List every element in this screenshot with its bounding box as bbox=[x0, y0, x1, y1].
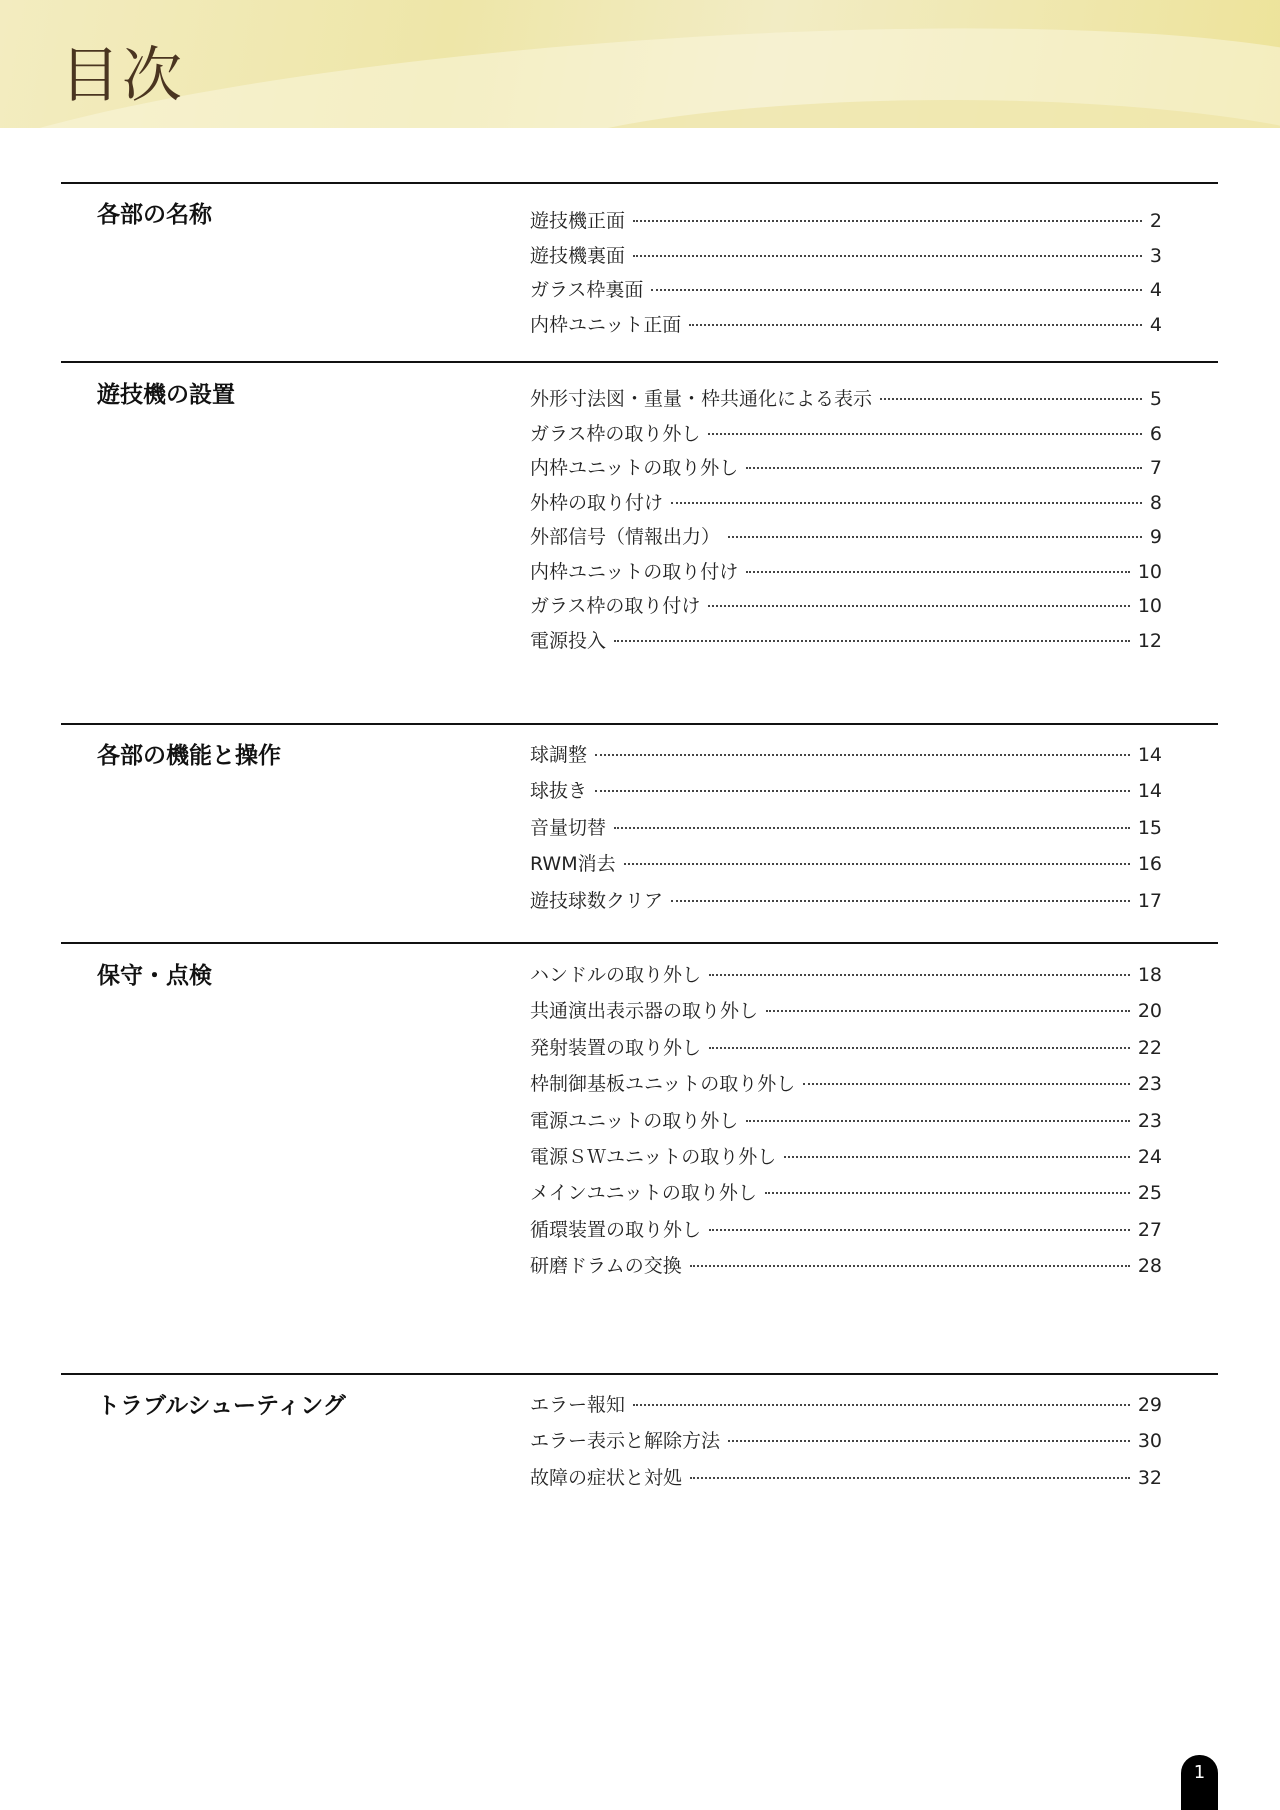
dot-leader bbox=[880, 398, 1142, 400]
toc-entry[interactable] bbox=[530, 849, 1162, 885]
toc-entry[interactable] bbox=[530, 1033, 1162, 1069]
toc-entry-page: 30 bbox=[1137, 1430, 1162, 1453]
toc-entry-label: 内枠ユニット正面 bbox=[530, 313, 682, 336]
dot-leader bbox=[766, 1010, 1130, 1012]
toc-entry-page: 22 bbox=[1137, 1036, 1162, 1059]
toc-entry[interactable] bbox=[530, 626, 1162, 661]
header-banner bbox=[0, 0, 1280, 128]
toc-entry-label: 電源ＳＷユニットの取り外し bbox=[530, 1145, 777, 1168]
dot-leader bbox=[709, 1047, 1130, 1049]
toc-entry[interactable] bbox=[530, 310, 1162, 345]
toc-entry[interactable] bbox=[530, 886, 1162, 922]
dot-leader bbox=[651, 289, 1141, 291]
toc-entry-page: 14 bbox=[1137, 780, 1162, 803]
dot-leader bbox=[709, 1229, 1130, 1231]
toc-entry[interactable] bbox=[530, 813, 1162, 849]
toc-entry-page: 8 bbox=[1149, 491, 1162, 514]
toc-entry-label: 故障の症状と対処 bbox=[530, 1466, 683, 1489]
toc-entry-label: 研磨ドラムの交換 bbox=[530, 1255, 682, 1278]
toc-entry[interactable] bbox=[530, 1463, 1162, 1499]
toc-entry[interactable] bbox=[530, 1251, 1162, 1287]
toc-entry-page: 2 bbox=[1149, 210, 1162, 232]
toc-entry-page: 27 bbox=[1137, 1218, 1162, 1241]
section-title: 各部の名称 bbox=[97, 202, 212, 228]
toc-entry-page: 17 bbox=[1137, 889, 1162, 912]
dot-leader bbox=[746, 467, 1142, 469]
toc-entry-page: 7 bbox=[1149, 457, 1162, 479]
dot-leader bbox=[633, 220, 1142, 222]
toc-entry-label: 発射装置の取り外し bbox=[530, 1036, 702, 1059]
dot-leader bbox=[746, 571, 1130, 573]
dot-leader bbox=[690, 1477, 1130, 1479]
toc-entry[interactable] bbox=[530, 740, 1162, 776]
dot-leader bbox=[595, 790, 1130, 792]
toc-entry-label: エラー表示と解除方法 bbox=[530, 1430, 721, 1453]
page-number-badge: 1 bbox=[1181, 1755, 1218, 1810]
toc-entry-page: 6 bbox=[1149, 422, 1162, 445]
toc-entry-label: ガラス枠の取り外し bbox=[530, 422, 701, 445]
toc-entry-label: エラー報知 bbox=[530, 1394, 626, 1416]
toc-entry-page: 3 bbox=[1149, 244, 1162, 267]
toc-entry-label: 遊技機正面 bbox=[530, 210, 626, 232]
section-divider bbox=[61, 942, 1218, 944]
toc-entry-page: 23 bbox=[1137, 1109, 1162, 1132]
dot-leader bbox=[689, 324, 1142, 326]
toc-entry-label: 外枠の取り付け bbox=[530, 491, 664, 514]
dot-leader bbox=[624, 863, 1130, 865]
toc-entry-page: 15 bbox=[1137, 816, 1162, 839]
toc-entry-page: 18 bbox=[1137, 964, 1162, 986]
toc-entry[interactable] bbox=[530, 453, 1162, 488]
dot-leader bbox=[708, 433, 1141, 435]
toc-entry-label: 外形寸法図・重量・枠共通化による表示 bbox=[530, 388, 873, 410]
dot-leader bbox=[671, 900, 1130, 902]
section-title: 保守・点検 bbox=[97, 963, 212, 989]
toc-entry-label: RWM消去 bbox=[530, 853, 616, 876]
section-divider bbox=[61, 1373, 1218, 1375]
toc-entry-page: 9 bbox=[1149, 526, 1162, 548]
toc-entry[interactable] bbox=[530, 1215, 1162, 1251]
dot-leader bbox=[595, 754, 1130, 756]
toc-entry[interactable] bbox=[530, 241, 1162, 276]
toc-entry-label: 循環装置の取り外し bbox=[530, 1218, 702, 1241]
section-title: 遊技機の設置 bbox=[97, 382, 235, 408]
page-title: 目次 bbox=[60, 41, 184, 111]
section-entries bbox=[530, 1390, 1162, 1499]
toc-entry-page: 10 bbox=[1137, 595, 1162, 617]
dot-leader bbox=[765, 1192, 1130, 1194]
toc-entry-label: 共通演出表示器の取り外し bbox=[530, 1000, 759, 1023]
toc-entry-page: 4 bbox=[1149, 313, 1162, 336]
toc-entry[interactable] bbox=[530, 1069, 1162, 1105]
toc-entry-page: 4 bbox=[1149, 279, 1162, 302]
dot-leader bbox=[728, 1440, 1130, 1442]
toc-entry-page: 5 bbox=[1149, 388, 1162, 410]
toc-entry-page: 10 bbox=[1137, 560, 1162, 583]
toc-entry-label: 内枠ユニットの取り外し bbox=[530, 457, 739, 479]
toc-entry-page: 12 bbox=[1137, 629, 1162, 652]
toc-entry-page: 25 bbox=[1137, 1182, 1162, 1205]
toc-entry-label: 球抜き bbox=[530, 780, 588, 803]
toc-entry-page: 29 bbox=[1137, 1394, 1162, 1416]
section-entries bbox=[530, 960, 1162, 1288]
toc-entry-label: ハンドルの取り外し bbox=[530, 964, 702, 986]
dot-leader bbox=[671, 502, 1142, 504]
dot-leader bbox=[708, 605, 1129, 607]
toc-entry-label: ガラス枠裏面 bbox=[530, 279, 644, 302]
toc-entry-label: 内枠ユニットの取り付け bbox=[530, 560, 739, 583]
dot-leader bbox=[709, 974, 1130, 976]
section-divider bbox=[61, 723, 1218, 725]
toc-entry[interactable] bbox=[530, 1106, 1162, 1142]
toc-entry-label: メインユニットの取り外し bbox=[530, 1182, 757, 1205]
toc-entry-page: 14 bbox=[1137, 744, 1162, 766]
toc-entry-page: 32 bbox=[1137, 1466, 1162, 1489]
toc-entry-page: 24 bbox=[1137, 1145, 1162, 1168]
toc-entry-page: 20 bbox=[1137, 1000, 1162, 1023]
dot-leader bbox=[746, 1120, 1130, 1122]
toc-entry[interactable] bbox=[530, 996, 1162, 1032]
toc-entry-label: 電源投入 bbox=[530, 629, 607, 652]
toc-entry[interactable] bbox=[530, 557, 1162, 592]
section-title: トラブルシューティング bbox=[97, 1393, 346, 1419]
toc-entry[interactable] bbox=[530, 488, 1162, 523]
dot-leader bbox=[633, 1404, 1130, 1406]
toc-entry-label: 音量切替 bbox=[530, 816, 607, 839]
section-entries bbox=[530, 740, 1162, 922]
toc-entry[interactable] bbox=[530, 522, 1162, 557]
toc-entry-label: 外部信号（情報出力） bbox=[530, 526, 721, 548]
toc-entry[interactable] bbox=[530, 1390, 1162, 1426]
dot-leader bbox=[633, 255, 1142, 257]
section-entries bbox=[530, 206, 1162, 344]
toc-entry[interactable] bbox=[530, 960, 1162, 996]
dot-leader bbox=[803, 1083, 1130, 1085]
section-entries bbox=[530, 384, 1162, 660]
toc-entry[interactable] bbox=[530, 591, 1162, 626]
toc-entry-label: 遊技機裏面 bbox=[530, 244, 626, 267]
dot-leader bbox=[690, 1265, 1130, 1267]
dot-leader bbox=[614, 827, 1130, 829]
toc-entry-label: 遊技球数クリア bbox=[530, 889, 664, 912]
toc-entry[interactable] bbox=[530, 384, 1162, 419]
toc-entry-page: 23 bbox=[1137, 1073, 1162, 1096]
toc-entry[interactable] bbox=[530, 1142, 1162, 1178]
dot-leader bbox=[728, 536, 1142, 538]
dot-leader bbox=[614, 640, 1130, 642]
toc-entry[interactable] bbox=[530, 776, 1162, 812]
toc-entry-label: 枠制御基板ユニットの取り外し bbox=[530, 1073, 796, 1096]
section-divider bbox=[61, 182, 1218, 184]
toc-entry-label: 電源ユニットの取り外し bbox=[530, 1109, 739, 1132]
toc-entry-label: 球調整 bbox=[530, 744, 588, 766]
toc-entry[interactable] bbox=[530, 206, 1162, 241]
section-title: 各部の機能と操作 bbox=[97, 743, 281, 769]
toc-entry[interactable] bbox=[530, 1178, 1162, 1214]
toc-entry-label: ガラス枠の取り付け bbox=[530, 595, 701, 617]
toc-entry[interactable] bbox=[530, 419, 1162, 454]
section-divider bbox=[61, 361, 1218, 363]
toc-entry[interactable] bbox=[530, 1426, 1162, 1462]
toc-entry-page: 28 bbox=[1137, 1255, 1162, 1278]
dot-leader bbox=[784, 1156, 1130, 1158]
toc-entry-page: 16 bbox=[1137, 853, 1162, 876]
toc-entry[interactable] bbox=[530, 275, 1162, 310]
